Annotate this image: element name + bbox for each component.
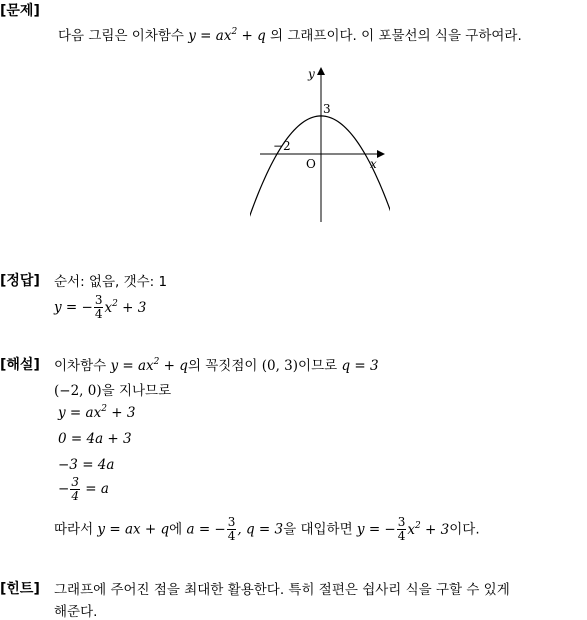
eq4-suffix: = a — [85, 481, 109, 497]
result-frac-den: 4 — [397, 529, 406, 543]
answer-frac-num: 3 — [94, 293, 103, 307]
explanation-text: 이므로 — [298, 358, 338, 374]
answer-frac-den: 4 — [94, 307, 103, 321]
explanation-eq-3: −3 = 4a — [58, 457, 115, 473]
vertex-label: 3 — [323, 102, 331, 116]
a-frac-den: 4 — [227, 529, 236, 543]
explanation-equation: $y = ax^2 + q$ — [110, 357, 188, 374]
hint-tag: [힌트] — [0, 581, 40, 597]
problem-text-before: 다음 그림은 이차함수 — [58, 28, 184, 44]
explanation-text: 을 지나므로 — [101, 383, 172, 399]
origin-label: O — [306, 157, 316, 171]
result-suffix: $x^2 + 3$ — [407, 520, 450, 538]
eq4-prefix: − — [58, 481, 70, 497]
q-value-final: , q = 3 — [237, 521, 284, 538]
problem-text-after: 의 그래프이다. 이 포물선의 식을 구하여라. — [270, 28, 522, 44]
explanation-eq-1: $y = ax^2 + 3$ — [58, 404, 136, 421]
answer-fraction — [94, 294, 104, 321]
explanation-eq-4 — [58, 476, 109, 503]
explanation-line-2 — [54, 379, 171, 399]
answer-formula-prefix: y = − — [54, 299, 93, 316]
explanation-eq-2: 0 = 4a + 3 — [58, 431, 132, 447]
answer-tag: [정답] — [0, 273, 40, 289]
x-axis-label: x — [370, 157, 377, 171]
explanation-final-line — [54, 516, 480, 543]
problem-equation: $y = ax^2 + q$ — [188, 27, 266, 44]
answer-formula-suffix: $x^2 + 3$ — [104, 298, 147, 316]
result-prefix: y = − — [356, 521, 396, 538]
explanation-text: 이다. — [449, 521, 480, 538]
explanation-text: 따라서 — [54, 521, 94, 538]
eq4-den: 4 — [71, 489, 79, 503]
hint-line-1: 그래프에 주어진 점을 최대한 활용한다. 특히 절편은 쉽사리 식을 구할 수 있게 — [54, 582, 510, 598]
result-frac-num: 3 — [397, 515, 406, 529]
parabola-curve — [250, 116, 390, 224]
eq4-num: 3 — [71, 475, 79, 489]
answer-order: 순서: 없음, 갯수: 1 — [54, 274, 168, 290]
hint-line-2: 해준다. — [54, 604, 98, 620]
answer-formula — [54, 294, 146, 321]
problem-tag: [문제] — [0, 3, 40, 19]
explanation-text: 의 꼭짓점이 — [187, 358, 258, 374]
explanation-text: 이차함수 — [54, 358, 107, 374]
intercept-point: (−2, 0) — [54, 383, 102, 399]
q-value: q = 3 — [341, 358, 379, 374]
parabola-graph — [250, 62, 390, 224]
a-value-prefix: a = − — [186, 521, 226, 538]
explanation-tag: [해설] — [0, 357, 40, 373]
final-equation: y = ax + q — [97, 521, 170, 538]
y-axis-label: y — [308, 67, 315, 81]
a-fraction — [227, 516, 237, 543]
explanation-text: 을 대입하면 — [283, 521, 353, 538]
vertex-point: (0, 3) — [261, 358, 299, 374]
explanation-text: 에 — [169, 521, 183, 538]
eq4-fraction — [70, 476, 80, 503]
problem-statement — [58, 24, 522, 44]
explanation-line-1 — [54, 354, 379, 374]
a-frac-num: 3 — [227, 515, 236, 529]
result-fraction — [397, 516, 407, 543]
intercept-label: −2 — [273, 139, 291, 153]
